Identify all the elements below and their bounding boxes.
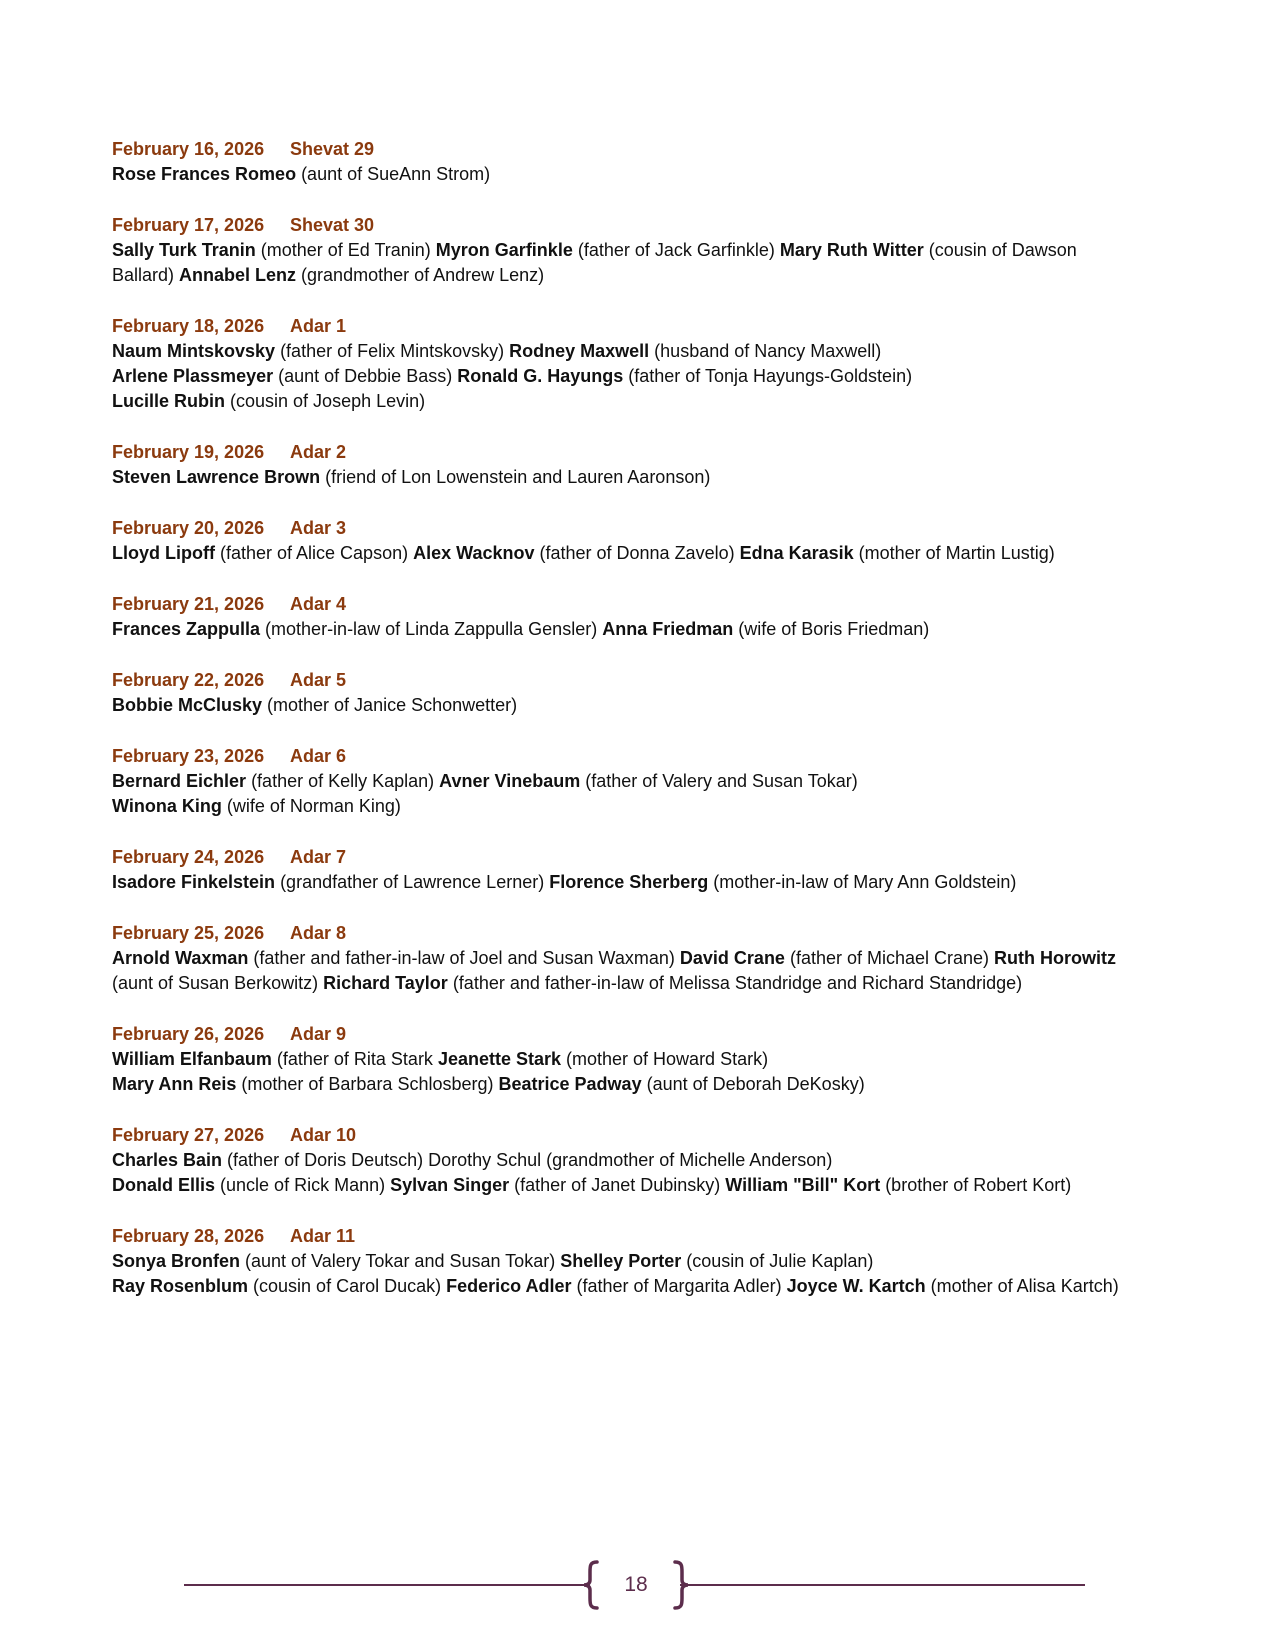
relation-text: (grandfather of Lawrence Lerner)	[275, 872, 550, 892]
relation-text: (father of Janet Dubinsky)	[509, 1175, 726, 1195]
gregorian-date: February 24, 2026	[112, 847, 265, 867]
deceased-name: Mary Ruth Witter	[779, 240, 924, 260]
memorial-line	[112, 1047, 1172, 1072]
deceased-name: Annabel Lenz	[179, 265, 297, 285]
deceased-name: Charles Bain	[112, 1150, 223, 1170]
relation-text: (aunt of Valery Tokar and Susan Tokar)	[240, 1251, 561, 1271]
memorial-line	[112, 364, 1172, 389]
deceased-name: Sonya Bronfen	[112, 1251, 241, 1271]
deceased-name: Ronald G. Hayungs	[457, 366, 624, 386]
footer-rule-left	[184, 1584, 590, 1586]
memorial-entry	[112, 137, 1172, 187]
deceased-name: Ruth Horowitz	[994, 948, 1117, 968]
relation-text: (father of Alice Capson)	[214, 543, 414, 563]
relation-text: (mother of Janice Schonwetter)	[262, 695, 518, 715]
relation-text: (aunt of Debbie Bass)	[273, 366, 458, 386]
memorial-line	[112, 693, 1172, 718]
memorial-entry	[112, 314, 1172, 414]
memorial-entry	[112, 1022, 1172, 1097]
relation-text: (father and father-in-law of Joel and Susan Waxman)	[248, 948, 680, 968]
gregorian-date: February 22, 2026	[112, 670, 265, 690]
relation-text: (mother of Martin Lustig)	[853, 543, 1055, 563]
hebrew-date: Adar 10	[290, 1125, 357, 1145]
relation-text: (cousin of Carol Ducak)	[248, 1276, 447, 1296]
relation-text: (father of Doris Deutsch) Dorothy Schul (grandmother of Michelle Anderson)	[222, 1150, 833, 1170]
relation-text: (father of Valery and Susan Tokar)	[580, 771, 858, 791]
memorial-line	[112, 1072, 1172, 1097]
relation-text: (uncle of Rick Mann)	[215, 1175, 391, 1195]
relation-text: (father of Rita Stark	[271, 1049, 438, 1069]
deceased-name: Naum Mintskovsky	[112, 341, 276, 361]
relation-text: (brother of Robert Kort)	[880, 1175, 1072, 1195]
deceased-name: Rose Frances Romeo	[112, 164, 297, 184]
date-heading	[112, 1022, 1172, 1047]
gregorian-date: February 27, 2026	[112, 1125, 265, 1145]
footer-rule-right	[680, 1584, 1085, 1586]
relation-text: (cousin of Joseph Levin)	[225, 391, 426, 411]
relation-text: (father of Jack Garfinkle)	[572, 240, 780, 260]
deceased-name: Bernard Eichler	[112, 771, 247, 791]
relation-text: (friend of Lon Lowenstein and Lauren Aaronson)	[320, 467, 711, 487]
deceased-name: Federico Adler	[446, 1276, 572, 1296]
deceased-name: Alex Wacknov	[413, 543, 535, 563]
memorial-line	[112, 870, 1172, 895]
memorial-line	[112, 946, 1172, 971]
memorial-line	[112, 389, 1172, 414]
relation-text: (cousin of Dawson	[923, 240, 1077, 260]
hebrew-date: Adar 4	[290, 594, 347, 614]
gregorian-date: February 23, 2026	[112, 746, 265, 766]
memorial-entry	[112, 440, 1172, 490]
yahrzeit-list	[112, 137, 1172, 1325]
hebrew-date: Adar 7	[290, 847, 347, 867]
deceased-name: Isadore Finkelstein	[112, 872, 276, 892]
date-heading	[112, 137, 1172, 162]
memorial-line	[112, 162, 1172, 187]
relation-text: (father and father-in-law of Melissa Standridge and Richard Standridge)	[447, 973, 1023, 993]
memorial-line	[112, 465, 1172, 490]
deceased-name: Ray Rosenblum	[112, 1276, 249, 1296]
memorial-line	[112, 339, 1172, 364]
page-footer	[0, 1560, 1275, 1610]
memorial-entry	[112, 921, 1172, 996]
relation-text: (mother of Barbara Schlosberg)	[236, 1074, 499, 1094]
relation-text: (aunt of Susan Berkowitz)	[112, 973, 324, 993]
memorial-line	[112, 238, 1172, 263]
memorial-line	[112, 794, 1172, 819]
date-heading	[112, 921, 1172, 946]
memorial-line	[112, 1249, 1172, 1274]
relation-text: (mother of Howard Stark)	[561, 1049, 769, 1069]
deceased-name: Joyce W. Kartch	[786, 1276, 926, 1296]
memorial-entry	[112, 1123, 1172, 1198]
date-heading	[112, 668, 1172, 693]
hebrew-date: Adar 11	[290, 1226, 356, 1246]
relation-text: (father of Michael Crane)	[784, 948, 995, 968]
deceased-name: Beatrice Padway	[498, 1074, 642, 1094]
deceased-name: Lloyd Lipoff	[112, 543, 215, 563]
memorial-line	[112, 541, 1172, 566]
gregorian-date: February 16, 2026	[112, 139, 265, 159]
relation-text: (father of Felix Mintskovsky)	[275, 341, 510, 361]
relation-text: (wife of Boris Friedman)	[733, 619, 930, 639]
relation-text: (father of Tonja Hayungs-Goldstein)	[623, 366, 913, 386]
date-heading	[112, 440, 1172, 465]
memorial-line	[112, 1173, 1172, 1198]
memorial-line	[112, 1148, 1172, 1173]
deceased-name: Frances Zappulla	[112, 619, 261, 639]
memorial-entry	[112, 668, 1172, 718]
relation-text: (mother-in-law of Linda Zappulla Gensler)	[260, 619, 603, 639]
hebrew-date: Adar 8	[290, 923, 347, 943]
memorial-line	[112, 263, 1172, 288]
deceased-name: Steven Lawrence Brown	[112, 467, 321, 487]
left-brace-icon	[582, 1560, 600, 1610]
memorial-line	[112, 1274, 1172, 1299]
deceased-name: Richard Taylor	[323, 973, 448, 993]
gregorian-date: February 17, 2026	[112, 215, 265, 235]
date-heading	[112, 1224, 1172, 1249]
deceased-name: Florence Sherberg	[549, 872, 709, 892]
relation-text: (cousin of Julie Kaplan)	[681, 1251, 874, 1271]
deceased-name: Mary Ann Reis	[112, 1074, 237, 1094]
gregorian-date: February 28, 2026	[112, 1226, 265, 1246]
relation-text: (aunt of SueAnn Strom)	[296, 164, 491, 184]
deceased-name: Donald Ellis	[112, 1175, 216, 1195]
deceased-name: Sally Turk Tranin	[112, 240, 256, 260]
relation-text: (father of Donna Zavelo)	[534, 543, 740, 563]
deceased-name: David Crane	[679, 948, 785, 968]
relation-text: (father of Margarita Adler)	[571, 1276, 787, 1296]
page-number: 18	[624, 1573, 648, 1596]
relation-text: (father of Kelly Kaplan)	[246, 771, 440, 791]
deceased-name: Bobbie McClusky	[112, 695, 263, 715]
hebrew-date: Adar 1	[290, 316, 347, 336]
date-heading	[112, 592, 1172, 617]
hebrew-date: Adar 6	[290, 746, 347, 766]
gregorian-date: February 25, 2026	[112, 923, 265, 943]
hebrew-date: Adar 3	[290, 518, 347, 538]
hebrew-date: Shevat 29	[290, 139, 375, 159]
hebrew-date: Shevat 30	[290, 215, 375, 235]
deceased-name: William "Bill" Kort	[725, 1175, 881, 1195]
date-heading	[112, 516, 1172, 541]
date-heading	[112, 744, 1172, 769]
deceased-name: Edna Karasik	[739, 543, 854, 563]
gregorian-date: February 21, 2026	[112, 594, 265, 614]
relation-text: (grandmother of Andrew Lenz)	[296, 265, 545, 285]
memorial-entry	[112, 516, 1172, 566]
memorial-line	[112, 769, 1172, 794]
deceased-name: Jeanette Stark	[437, 1049, 562, 1069]
relation-text: (aunt of Deborah DeKosky)	[641, 1074, 865, 1094]
deceased-name: Myron Garfinkle	[435, 240, 573, 260]
deceased-name: Winona King	[112, 796, 222, 816]
relation-text: Ballard)	[112, 265, 180, 285]
deceased-name: Anna Friedman	[602, 619, 734, 639]
deceased-name: Sylvan Singer	[390, 1175, 510, 1195]
date-heading	[112, 845, 1172, 870]
relation-text: (wife of Norman King)	[221, 796, 401, 816]
memorial-entry	[112, 1224, 1172, 1299]
date-heading	[112, 314, 1172, 339]
gregorian-date: February 20, 2026	[112, 518, 265, 538]
relation-text: (mother of Ed Tranin)	[255, 240, 436, 260]
gregorian-date: February 19, 2026	[112, 442, 265, 462]
hebrew-date: Adar 9	[290, 1024, 347, 1044]
date-heading	[112, 213, 1172, 238]
gregorian-date: February 26, 2026	[112, 1024, 265, 1044]
memorial-entry	[112, 213, 1172, 288]
memorial-entry	[112, 845, 1172, 895]
date-heading	[112, 1123, 1172, 1148]
memorial-line	[112, 971, 1172, 996]
relation-text: (mother-in-law of Mary Ann Goldstein)	[708, 872, 1017, 892]
deceased-name: Arlene Plassmeyer	[112, 366, 274, 386]
deceased-name: Lucille Rubin	[112, 391, 226, 411]
memorial-entry	[112, 592, 1172, 642]
deceased-name: Shelley Porter	[560, 1251, 682, 1271]
relation-text: (husband of Nancy Maxwell)	[649, 341, 882, 361]
relation-text: (mother of Alisa Kartch)	[925, 1276, 1119, 1296]
deceased-name: Arnold Waxman	[112, 948, 249, 968]
deceased-name: William Elfanbaum	[112, 1049, 272, 1069]
deceased-name: Rodney Maxwell	[509, 341, 650, 361]
hebrew-date: Adar 5	[290, 670, 347, 690]
deceased-name: Avner Vinebaum	[439, 771, 581, 791]
memorial-line	[112, 617, 1172, 642]
hebrew-date: Adar 2	[290, 442, 347, 462]
gregorian-date: February 18, 2026	[112, 316, 265, 336]
memorial-entry	[112, 744, 1172, 819]
